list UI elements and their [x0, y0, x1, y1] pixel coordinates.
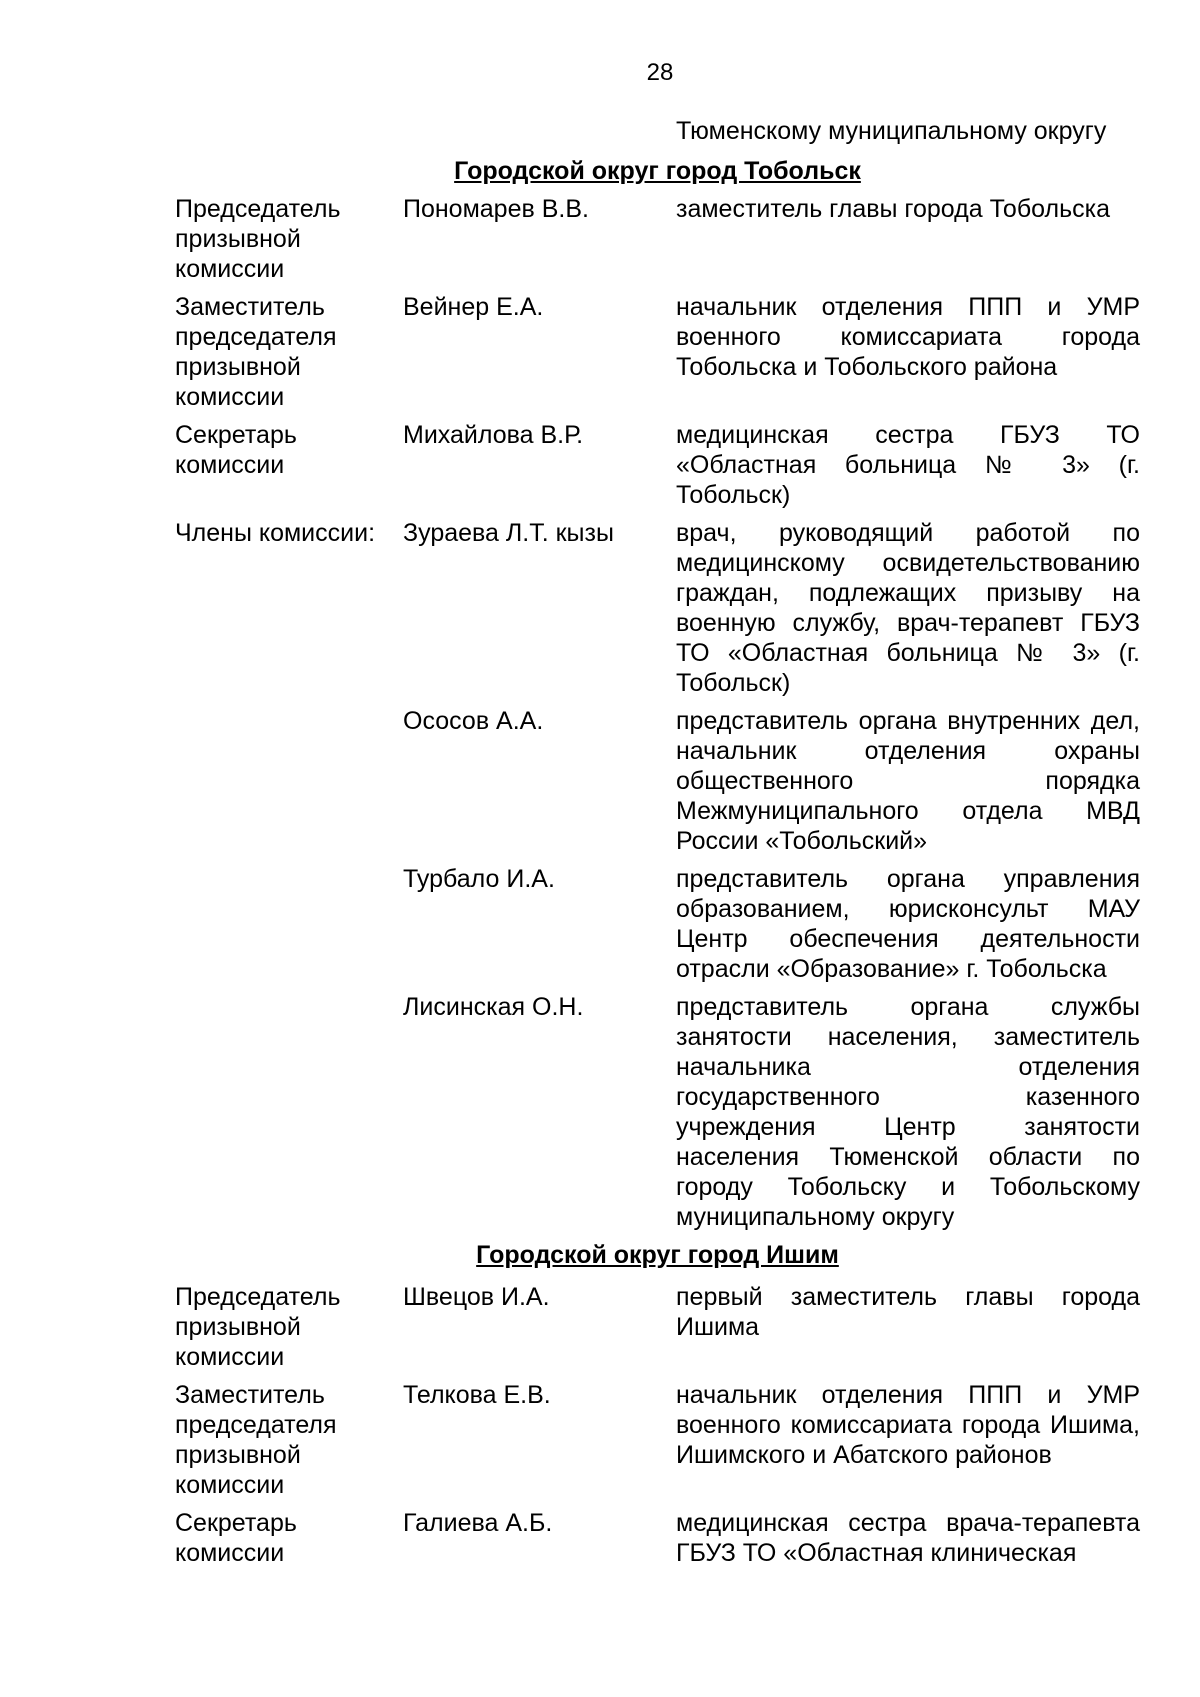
role-cell: Секретарь комиссии: [175, 421, 297, 479]
role-cell: [175, 864, 403, 984]
section-title-tobolsk: Городской округ город Тобольск: [454, 157, 861, 185]
role-cell: Секретарь комиссии: [175, 1509, 297, 1567]
name-cell: Зураева Л.Т. кызы: [403, 519, 614, 547]
position-cell: заместитель главы города Тобольска: [676, 195, 1110, 223]
name-cell: Швецов И.А.: [403, 1283, 550, 1311]
name-cell: Телкова Е.В.: [403, 1381, 551, 1409]
name-cell: Вейнер Е.А.: [403, 293, 544, 321]
section-title-ishim: Городской округ город Ишим: [476, 1241, 839, 1269]
carryover-text: Тюменскому муниципальному округу: [676, 117, 1107, 145]
page-number: 28: [646, 59, 674, 86]
role-cell: [175, 706, 403, 856]
commission-row: [175, 1508, 1140, 1568]
name-cell: Турбало И.А.: [403, 865, 555, 893]
commission-row: [175, 292, 1140, 412]
position-cell: представитель органа службы занятости населения, заместитель начальника отделения государственного казенного учреждения Центр занятости населения Тюменской области по городу Тобольску и Тобольскому муниципальному округу: [676, 993, 1140, 1231]
name-cell: Лисинская О.Н.: [403, 993, 584, 1021]
commission-row: [175, 1282, 1140, 1372]
name-cell: Михайлова В.Р.: [403, 421, 584, 449]
position-cell: представитель органа внутренних дел, начальник отделения охраны общественного порядка Межмуниципального отдела МВД России «Тобольский»: [676, 707, 1140, 855]
commission-row: [175, 706, 1140, 856]
position-cell: медицинская сестра врача-терапевта ГБУЗ ТО «Областная клиническая: [676, 1509, 1140, 1567]
position-cell: первый заместитель главы города Ишима: [676, 1283, 1140, 1341]
name-cell: Ососов А.А.: [403, 707, 544, 735]
position-cell: начальник отделения ППП и УМР военного комиссариата города Тобольска и Тобольского района: [676, 293, 1140, 381]
role-cell: Заместитель председателя призывной комиссии: [175, 293, 337, 411]
role-cell: Члены комиссии:: [175, 519, 376, 547]
commission-row: [175, 518, 1140, 698]
name-cell: Пономарев В.В.: [403, 195, 589, 223]
position-cell: врач, руководящий работой по медицинскому освидетельствованию граждан, подлежащих призыву на военную службу, врач-терапевт ГБУЗ ТО «Областная больница № 3» (г. Тобольск): [676, 519, 1140, 697]
commission-row: [175, 1380, 1140, 1500]
position-cell: начальник отделения ППП и УМР военного комиссариата города Ишима, Ишимского и Абатского районов: [676, 1381, 1140, 1469]
document-body: [175, 116, 1140, 1576]
role-cell: [175, 992, 403, 1232]
role-cell: Председатель призывной комиссии: [175, 195, 341, 283]
role-cell: Заместитель председателя призывной комиссии: [175, 1381, 337, 1499]
commission-row: [175, 992, 1140, 1232]
commission-row: [175, 420, 1140, 510]
position-cell: медицинская сестра ГБУЗ ТО «Областная больница № 3» (г. Тобольск): [676, 421, 1140, 509]
commission-row: [175, 194, 1140, 284]
name-cell: Галиева А.Б.: [403, 1509, 553, 1537]
role-cell: Председатель призывной комиссии: [175, 1283, 341, 1371]
position-cell: представитель органа управления образованием, юрисконсульт МАУ Центр обеспечения деятельности отрасли «Образование» г. Тобольска: [676, 865, 1140, 983]
commission-row: [175, 864, 1140, 984]
